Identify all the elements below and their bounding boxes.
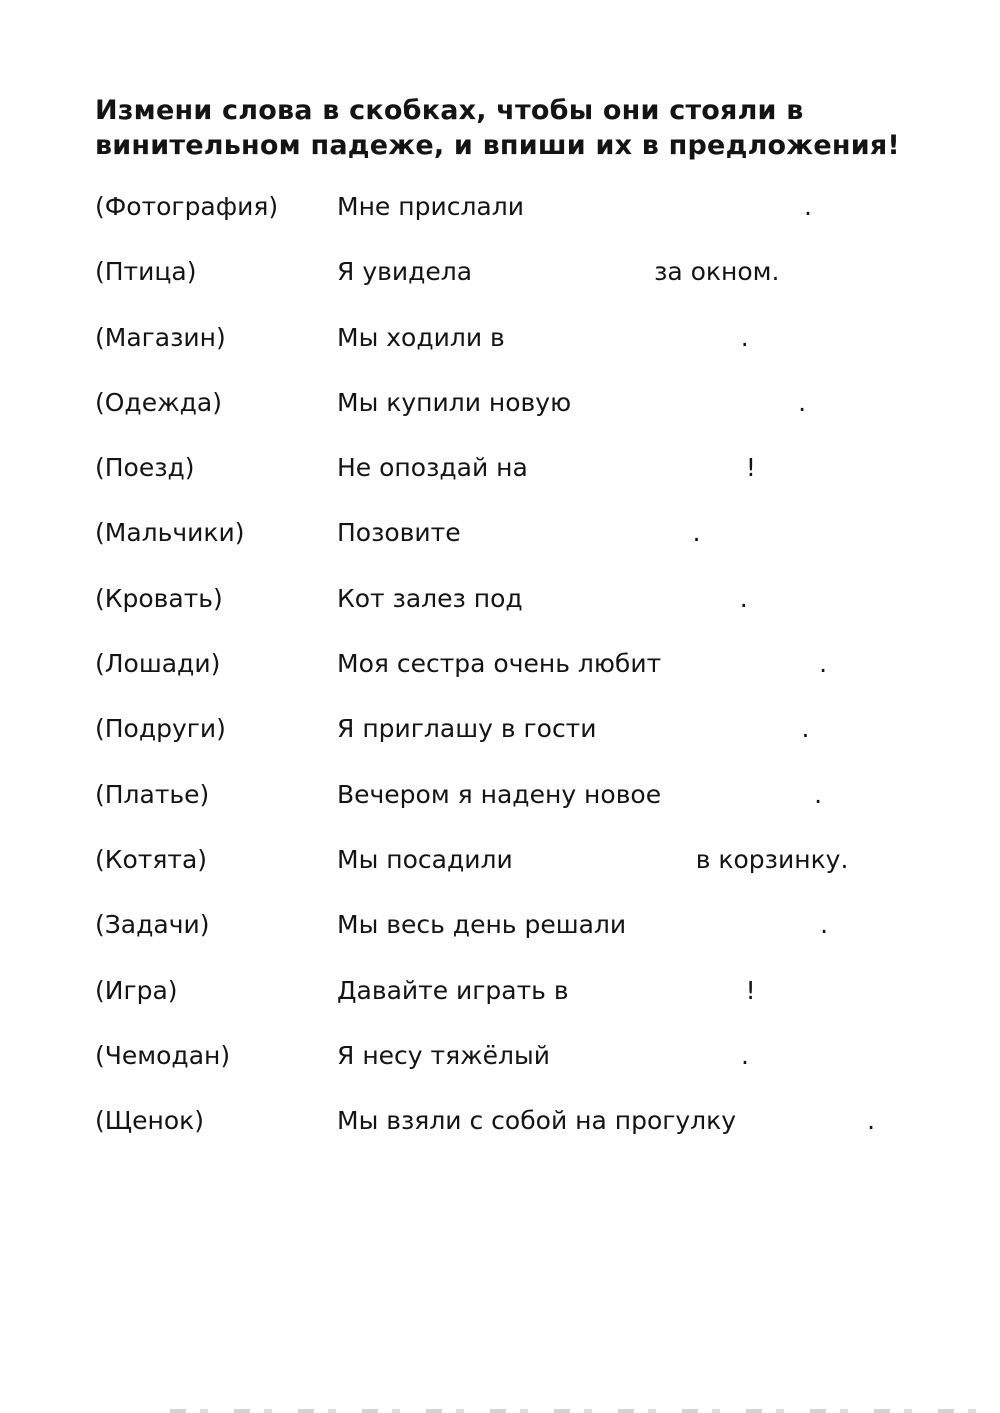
sentence [337,974,1000,1007]
sentence-tail: . [819,649,828,679]
sentence-text: Я несу тяжёлый [337,1040,551,1070]
sentence [337,516,1000,549]
answer-blank[interactable] [472,278,654,280]
sentence-text: Давайте играть в [337,975,569,1005]
exercise-row [95,516,1000,581]
sentence-tail: . [814,779,823,809]
bracket-word: (Котята) [95,844,208,874]
exercise-row [95,582,1000,647]
sentence-text: Мне прислали [337,192,524,221]
exercise-row [95,1104,1000,1169]
worksheet-title-line-1: Измени слова в скобках, чтобы они стояли в [95,95,804,126]
sentence [337,190,1000,223]
sentence [337,712,1000,745]
sentence-text: Я приглашу в гости [337,714,597,744]
bracket-word: (Поезд) [95,453,195,483]
bracket-word: (Фотография) [95,192,279,221]
sentence [337,451,1000,484]
exercise-row [95,647,1000,712]
sentence-tail: . [803,192,812,221]
sentence-tail: . [740,322,749,352]
sentence-tail: . [739,583,748,613]
sentence [337,255,1000,288]
exercise-row [95,321,1000,386]
sentence-text: Вечером я надену новое [337,779,662,809]
sentence [337,778,1000,811]
answer-blank[interactable] [505,344,741,346]
bracket-word: (Игра) [95,975,178,1005]
bracket-word: (Платье) [95,779,210,809]
sentence-text: Мы взяли с собой на прогулку [337,1106,737,1136]
sentence [337,843,1000,876]
bracket-word: (Одежда) [95,387,222,417]
answer-blank[interactable] [597,735,802,737]
sentence [337,582,1000,615]
sentence-tail: ! [745,453,756,483]
sentence-text: Мы купили новую [337,387,572,417]
sentence [337,386,1000,419]
worksheet-title [95,93,900,163]
exercise-row [95,1039,1000,1104]
bracket-word: (Щенок) [95,1106,204,1136]
sentence [337,647,1000,680]
exercise-row [95,908,1000,973]
cutoff-next-line-fragment [170,1409,990,1413]
sentence-tail: . [798,387,807,417]
answer-blank[interactable] [461,539,693,541]
exercise-row [95,190,1000,255]
bracket-word: (Лошади) [95,649,221,679]
answer-blank[interactable] [661,670,819,672]
sentence-text: Моя сестра очень любит [337,649,662,679]
exercise-list [95,190,1000,1169]
bracket-word: (Задачи) [95,910,210,940]
answer-blank[interactable] [528,474,746,476]
bracket-word: (Птица) [95,257,197,287]
bracket-word: (Мальчики) [95,518,245,548]
bracket-word: (Кровать) [95,583,223,613]
answer-blank[interactable] [550,1062,741,1064]
sentence [337,1039,1000,1072]
sentence-tail: . [867,1106,876,1136]
exercise-row [95,386,1000,451]
answer-blank[interactable] [661,801,814,803]
sentence-text: Мы весь день решали [337,910,627,940]
sentence-text: Мы ходили в [337,322,505,352]
sentence-text: Мы посадили [337,844,513,874]
answer-blank[interactable] [523,605,740,607]
sentence-tail: в корзинку. [695,844,849,874]
bracket-word: (Чемодан) [95,1040,231,1070]
sentence-tail: . [801,714,810,744]
bracket-word: (Подруги) [95,714,226,744]
exercise-row [95,712,1000,777]
sentence-text: Позовите [337,518,461,548]
sentence-tail: за окном. [654,257,780,287]
sentence-tail: . [692,518,701,548]
sentence-tail: . [741,1040,749,1070]
sentence [337,321,1000,354]
answer-blank[interactable] [626,931,820,933]
sentence-tail: . [820,910,829,940]
bracket-word: (Магазин) [95,322,226,352]
answer-blank[interactable] [571,409,798,411]
sentence [337,908,1000,941]
answer-blank[interactable] [513,866,696,868]
sentence-text: Кот залез под [337,583,523,613]
answer-blank[interactable] [569,997,746,999]
sentence [337,1104,1000,1137]
sentence-text: Я увидела [337,257,473,287]
sentence-text: Не опоздай на [337,453,528,483]
exercise-row [95,451,1000,516]
exercise-row [95,974,1000,1039]
answer-blank[interactable] [524,213,804,215]
exercise-row [95,255,1000,320]
worksheet-title-line-2: винительном падеже, и впиши их в предложения! [95,130,900,161]
answer-blank[interactable] [736,1127,867,1129]
sentence-tail: ! [745,975,756,1005]
exercise-row [95,843,1000,908]
exercise-row [95,778,1000,843]
